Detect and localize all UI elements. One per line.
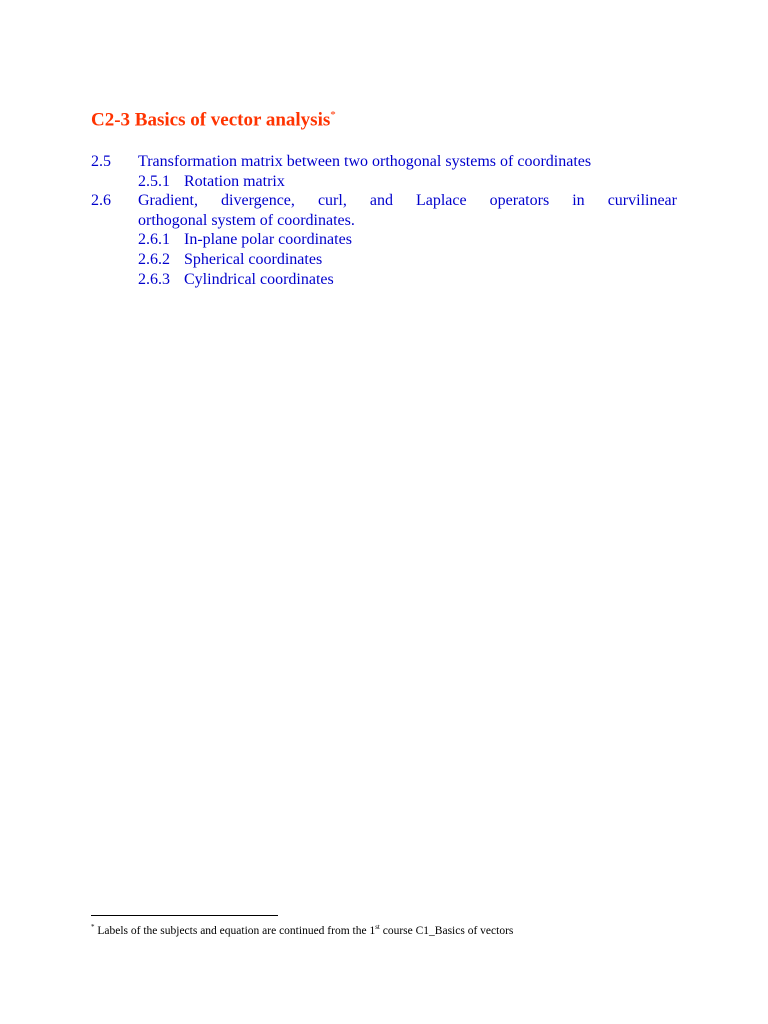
footnote-text-1: Labels of the subjects and equation are continued from the 1 xyxy=(94,924,376,937)
toc-entry-2-6-1[interactable] xyxy=(91,230,677,250)
toc-number: 2.6.1 xyxy=(138,231,170,249)
toc-title: Transformation matrix between two orthogonal systems of coordinates xyxy=(138,153,592,170)
toc-entry-2-5[interactable] xyxy=(91,152,677,172)
toc-title-line-1 xyxy=(138,191,677,211)
footnote-ordinal: st xyxy=(375,923,380,931)
footnote-marker: * xyxy=(330,109,336,121)
toc-entry-2-6-3[interactable] xyxy=(91,270,677,290)
table-of-contents xyxy=(91,152,677,289)
footnote-text-2: course C1_Basics of vectors xyxy=(379,924,514,937)
word: curl, xyxy=(317,192,347,210)
word: curvilinear xyxy=(607,192,677,210)
toc-entry-2-6-continued xyxy=(91,211,677,231)
toc-entry-2-6-2[interactable] xyxy=(91,250,677,270)
toc-title: Spherical coordinates xyxy=(184,250,323,268)
word: Laplace xyxy=(415,192,467,210)
word: Gradient, xyxy=(138,192,198,210)
page-title xyxy=(91,109,336,131)
toc-number: 2.5.1 xyxy=(138,172,170,190)
footnote-separator xyxy=(91,915,278,916)
toc-title-line-2: orthogonal system of coordinates. xyxy=(138,211,355,229)
toc-title: In-plane polar coordinates xyxy=(184,231,352,249)
toc-number: 2.6.3 xyxy=(138,270,170,288)
toc-entry-2-5-1[interactable] xyxy=(91,172,677,192)
toc-number: 2.6.2 xyxy=(138,250,170,268)
toc-number: 2.6 xyxy=(91,192,111,210)
word: divergence, xyxy=(221,192,295,210)
page-title-text: C2-3 Basics of vector analysis xyxy=(91,109,331,131)
word: in xyxy=(572,192,585,210)
toc-number: 2.5 xyxy=(91,153,111,170)
footnote-marker: * xyxy=(91,923,95,931)
toc-title: Rotation matrix xyxy=(184,172,285,190)
footnote xyxy=(91,923,513,937)
toc-entry-2-6[interactable] xyxy=(91,191,677,211)
word: and xyxy=(369,192,393,210)
word: operators xyxy=(489,192,550,210)
toc-title: Cylindrical coordinates xyxy=(184,270,334,288)
